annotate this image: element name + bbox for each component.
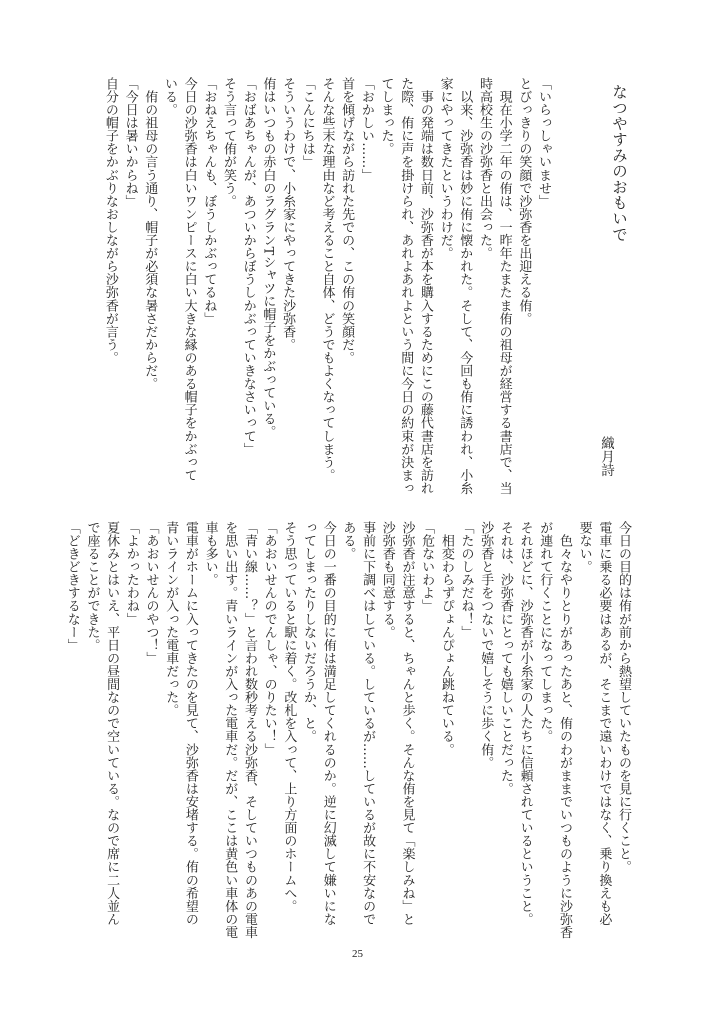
text-column: そう言って侑が笑う。 [221,77,236,208]
text-column: 要ない。 [576,521,592,574]
text-column: 「よかったわね」 [123,521,139,626]
text-column: 相変わらずぴょんぴょん跳ねている。 [438,521,454,756]
text-column: 夏休みとはいえ、平日の昼間なので空いている。なので席に二人並ん [104,521,120,926]
text-column: そういうわけで、小糸家にやってきた沙弥香。 [280,77,296,352]
text-column: 侑の祖母の言う通り、帽子が必須な暑さだからだ。 [142,77,158,391]
text-column: 「青い線……？」と言われ数秒考える沙弥香、そしていつものあの電車 [241,521,257,939]
text-column: 首を傾げながら訪れた先での、この侑の笑顔だ。 [339,77,355,365]
text-column: 色々なやりとりがあったあと、侑のわがままでいつものように沙弥香 [556,521,572,939]
text-column: を思い出す。青いラインが入った電車だ。だが、ここは黄色い車体の電 [222,521,238,939]
text-column: 事前に下調べはしている。しているが……しているが故に不安なので [360,521,376,926]
text-column: 電車に乗る必要はあるが、そこまで遠いわけではなく、乗り換えも必 [596,521,612,926]
text-column: 「今日は暑いからね」 [122,77,138,208]
text-column: 事の発端は数日前、沙弥香が本を購入するためにこの藤代書店を訪れ [417,77,433,495]
text-block-upper [100,77,553,502]
text-column: そんな些末な理由など考えること自体、どうでもよくなってしまう。 [319,77,335,482]
text-column: で座ることができた。 [84,521,100,652]
text-column: 「いらっしゃいませ」 [536,77,551,208]
text-column: 「おかしい……」 [358,77,374,182]
text-column: 「たのしみだね！」 [458,521,474,639]
text-column: 電車がホームに入ってきたのを見て、沙弥香は安堵する。侑の希望の [182,521,198,926]
text-column: 家にやってきたというわけだ。 [437,77,453,260]
text-column: 「あおいせんのやつ！」 [143,521,159,665]
text-column: 現在小学二年の侑は、一昨年たまたま侑の祖母が経営する書店で、当 [496,77,512,495]
page-number: 25 [352,948,363,960]
text-column: 今日の一番の目的に侑は満足してくれるのか。逆に幻滅して嫌いにな [320,521,336,926]
text-column: 青いラインが入った電車だった。 [163,521,179,717]
author-name: 織月詩 [598,436,614,477]
text-column: 今日の目的は侑が前から熱望していたものを見に行くこと。 [616,521,631,874]
text-column: 沙弥香も同意する。 [379,521,395,639]
text-column: 「おばあちゃんが、あついからぼうしかぶっていきなさいって」 [240,77,256,456]
text-column: そう思っていると駅に着く。改札を入って、上り方面のホームへ。 [281,521,297,913]
text-column: が連れて行くことになってしまった。 [537,521,553,743]
text-column: とびっきりの笑顔で沙弥香を出迎える侑。 [516,77,532,325]
text-column: 今日の沙弥香は白いワンピースに白い大きな縁のある帽子をかぶって [181,77,197,482]
text-column: いる。 [161,77,177,117]
text-column: それほどに、沙弥香が小糸家の人たちに信頼されているということ。 [517,521,533,926]
text-column: 「どきどきするなー」 [64,521,80,652]
text-column: 「おねえちゃんも、ぼうしかぶってるね」 [201,77,217,325]
text-column: 侑はいつもの赤白のラグランTシャツに帽子をかぶっている。 [260,77,276,439]
text-column: 「危ないわよ」 [419,521,435,613]
text-column: 沙弥香と手をつないで嬉しそうに歩く侑。 [478,521,494,769]
text-column: 自分の帽子をかぶりなおしながら沙弥香が言う。 [102,77,118,365]
text-column: 時高校生の沙弥香と出会った。 [476,77,492,260]
text-column: 「こんにちは」 [299,77,315,169]
text-column: それは、沙弥香にとっても嬉しいことだった。 [497,521,513,796]
text-column: ある。 [340,521,356,561]
text-column: 以来、沙弥香は妙に侑に懐かれた。そして、今回も侑に誘われ、小糸 [457,77,473,495]
text-column: ってしまったりしないだろうか、と。 [301,521,316,743]
story-title: なつやすみのおもいで [610,84,628,242]
text-column: 車も多い。 [202,521,218,587]
text-column: 沙弥香が注意すると、ちゃんと歩く。そんな侑を見て「楽しみね」と [399,521,415,926]
text-block-lower [62,521,633,946]
text-column: 「あおいせんのでんしゃ、のりたい！」 [261,521,277,756]
text-column: た際、侑に声を掛けられ、あれよあれよという間に今日の約束が決まっ [398,77,414,495]
text-column: てしまった。 [378,77,394,156]
